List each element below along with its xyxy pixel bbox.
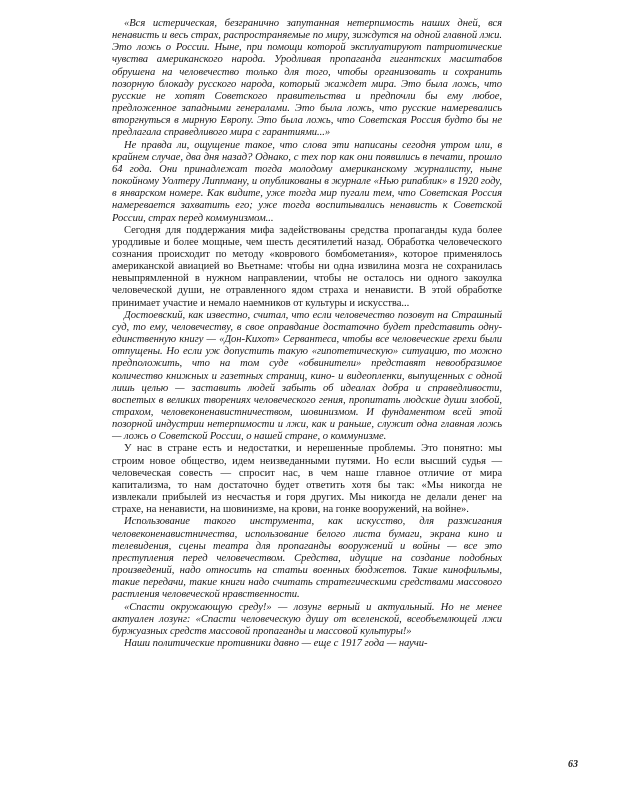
paragraph-lippmann-quote: «Вся истерическая, безгранично запутанная нетерпимость наших дней, вся ненависть и весь страх, распространяемые по миру, зиждутся на одной главной лжи. Это ложь о России. Ныне, при помощи которой эксплуатируют патриотические чувства американского народа. Уродливая пропаганда гигантских масштабов обрушена на человечество только для того, чтобы организовать и сохранить позорную блокаду русского народа, который жаждет мира. Это была ложь, что русские не хотят Советского правительства и предпочли бы ему любое, предложенное западными генералами. Это была ложь, что русские намеревались вторгнуться в мирную Европу. Это была ложь, что Советская Россия будто бы не предлагала справедливого мира с гарантиями...» [112,18,502,139]
paragraph-propaganda: Сегодня для поддержания мифа задействованы средства пропаганды куда более уродливые и более мощные, чем шесть десятилетий назад. Обработка человеческого сознания происходит по методу «коврового бомбометания», которое применялось американской авиацией во Вьетнаме: чтобы ни одна извилина мозга не сохранилась невыпрямленной в нужном направлении, чтобы не осталось ни одного закоулка человеческой души, не отравленного ядом страха и ненависти. В этой обработке принимает участие и немало наемников от культуры и искусства... [112,224,502,309]
paragraph-dostoevsky: Достоевский, как известно, считал, что если человечество позовут на Страшный суд, то ему, человечеству, в свое оправдание достаточно будет представить одну-единственную книгу — «Дон-Кихот» Сервантеса, чтобы все человеческие грехи были отпущены. Но если уж допустить такую «гипотетическую» ситуацию, то можно предположить, что на том суде «обвинители» представят невообразимое количество книжных и газетных страниц, кино- и видеопленки, выпущенных с одной лишь целью — заставить людей забыть об идеалах добра и справедливости, воспетых в великих творениях человеческого гения, пропитать людские души злобой, страхом, человеконенавистничеством, шовинизмом. И фундаментом всей этой позорной индустрии нетерпимости и лжи, как и раньше, служит одна главная ложь — ложь о Советской России, о нашей стране, о коммунизме. [112,309,502,443]
page-number: 63 [568,759,578,770]
paragraph-save-environment: «Спасти окружающую среду!» — лозунг верный и актуальный. Но не менее актуален лозунг: «Спасти человеческую душу от вселенской, всеобъемлющей лжи буржуазных средств массовой пропаганды и массовой культуры!» [112,601,502,637]
paragraph-commentary: Не правда ли, ощущение такое, что слова эти написаны сегодня утром или, в крайнем случае, два дня назад? Однако, с тех пор как они появились в печати, прошло 64 года. Они принадлежат тогда молодому американскому журналисту, ныне покойному Уолтеру Липпману, и опубликованы в журнале «Нью рипаблик» в 1920 году, в январском номере. Как видите, уже тогда мир пугали тем, что Советская Россия намеревается захватить его; уже тогда воспитывались ненависть к Советской России, страх перед коммунизмом... [112,139,502,224]
body-text [112,18,502,650]
paragraph-art-instrument: Использование такого инструмента, как искусство, для разжигания человеконенавистничества, использование белого листа бумаги, экрана кино и телевидения, сцены театра для пропаганды вооружений и войны — все это преступления перед человечеством. Средства, идущие на создание подобных произведений, надо относить на статьи военных бюджетов. Такие кинофильмы, такие передачи, такие книги надо считать стратегическими средствами массового растления человеческой нравственности. [112,516,502,601]
paragraph-opponents: Наши политические противники давно — еще с 1917 года — научи- [124,637,428,649]
paragraph-our-country: У нас в стране есть и недостатки, и нерешенные проблемы. Это понятно: мы строим новое общество, идем неизведанными путями. Но если высший судья — человеческая совесть — спросит нас, в чем наше главное отличие от мира капитализма, то нам достаточно будет ответить хотя бы так: «Мы никогда не извлекали прибылей из несчастья и горя других. Мы никогда не делали денег на страхе, на ненависти, на шовинизме, на крови, на гонке вооружений, на войне». [112,443,502,516]
